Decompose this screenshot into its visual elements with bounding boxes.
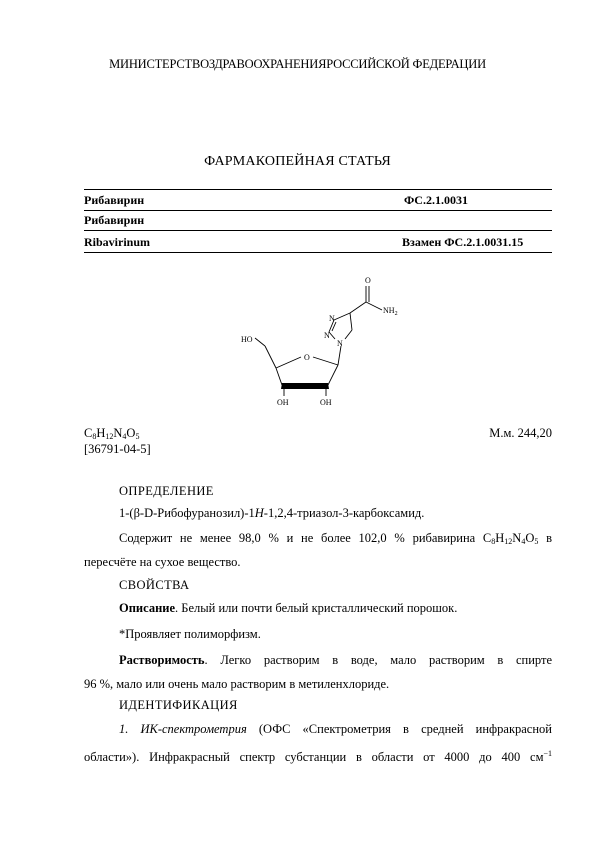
article-title: ФАРМАКОПЕЙНАЯ СТАТЬЯ	[204, 154, 391, 169]
content-line-1: Содержит не менее 98,0 % и не более 102,0 % рибавирина $C_8H_{12}N_4O_5$ в	[119, 531, 552, 546]
structural-formula	[230, 270, 420, 420]
label-carbonyl-o: O	[365, 276, 371, 285]
header-rule-top	[84, 189, 552, 190]
label-n-bottom: N	[324, 331, 330, 340]
label-n-top: N	[329, 314, 335, 323]
article-code: ФС.2.1.0031	[404, 193, 468, 207]
header-rule-1	[84, 210, 552, 211]
content-line-2: пересчёте на сухое вещество.	[84, 555, 241, 569]
label-nh2: $NH_2$	[383, 306, 398, 317]
header-rule-bottom	[84, 252, 552, 253]
cas-number: [36791-04-5]	[84, 442, 151, 456]
label-oh-right: OH	[320, 398, 332, 407]
label-ho: HO	[241, 335, 253, 344]
name-ru-1: Рибавирин	[84, 193, 145, 207]
header-rule-2	[84, 230, 552, 231]
name-ru-2: Рибавирин	[84, 213, 145, 227]
chemical-name: 1-(β-D-Рибофуранозил)-1H-1,2,4-триазол-3-карбоксамид.	[119, 506, 425, 520]
solubility-line-1: Растворимость. Легко растворим в воде, мало растворим в спирте	[119, 653, 552, 667]
section-definition: ОПРЕДЕЛЕНИЕ	[119, 484, 214, 498]
label-ring-o: O	[304, 353, 310, 362]
label-n-ring: N	[337, 339, 343, 348]
ir-line-2: области»). Инфракрасный спектр субстанции в области от 4000 до 400 $см^{-1}$	[84, 749, 552, 764]
ministry-title: МИНИСТЕРСТВОЗДРАВООХРАНЕНИЯРОССИЙСКОЙ ФЕДЕРАЦИИ	[109, 57, 486, 71]
name-latin: Ribavirinum	[84, 235, 151, 249]
polymorphism-note: *Проявляет полиморфизм.	[119, 627, 261, 641]
label-oh-left: OH	[277, 398, 289, 407]
description: Описание. Белый или почти белый кристаллический порошок.	[119, 601, 458, 615]
replaces-code: Взамен ФС.2.1.0031.15	[402, 235, 524, 249]
molecular-mass: М.м. 244,20	[489, 426, 552, 440]
solubility-line-2: 96 %, мало или очень мало растворим в метиленхлориде.	[84, 677, 390, 691]
ir-line-1: 1. ИК-спектрометрия (ОФС «Спектрометрия в средней инфракрасной	[119, 722, 552, 736]
molecular-formula: $C_8H_{12}N_4O_5$	[84, 426, 140, 441]
section-identification: ИДЕНТИФИКАЦИЯ	[119, 698, 238, 712]
section-properties: СВОЙСТВА	[119, 578, 190, 592]
